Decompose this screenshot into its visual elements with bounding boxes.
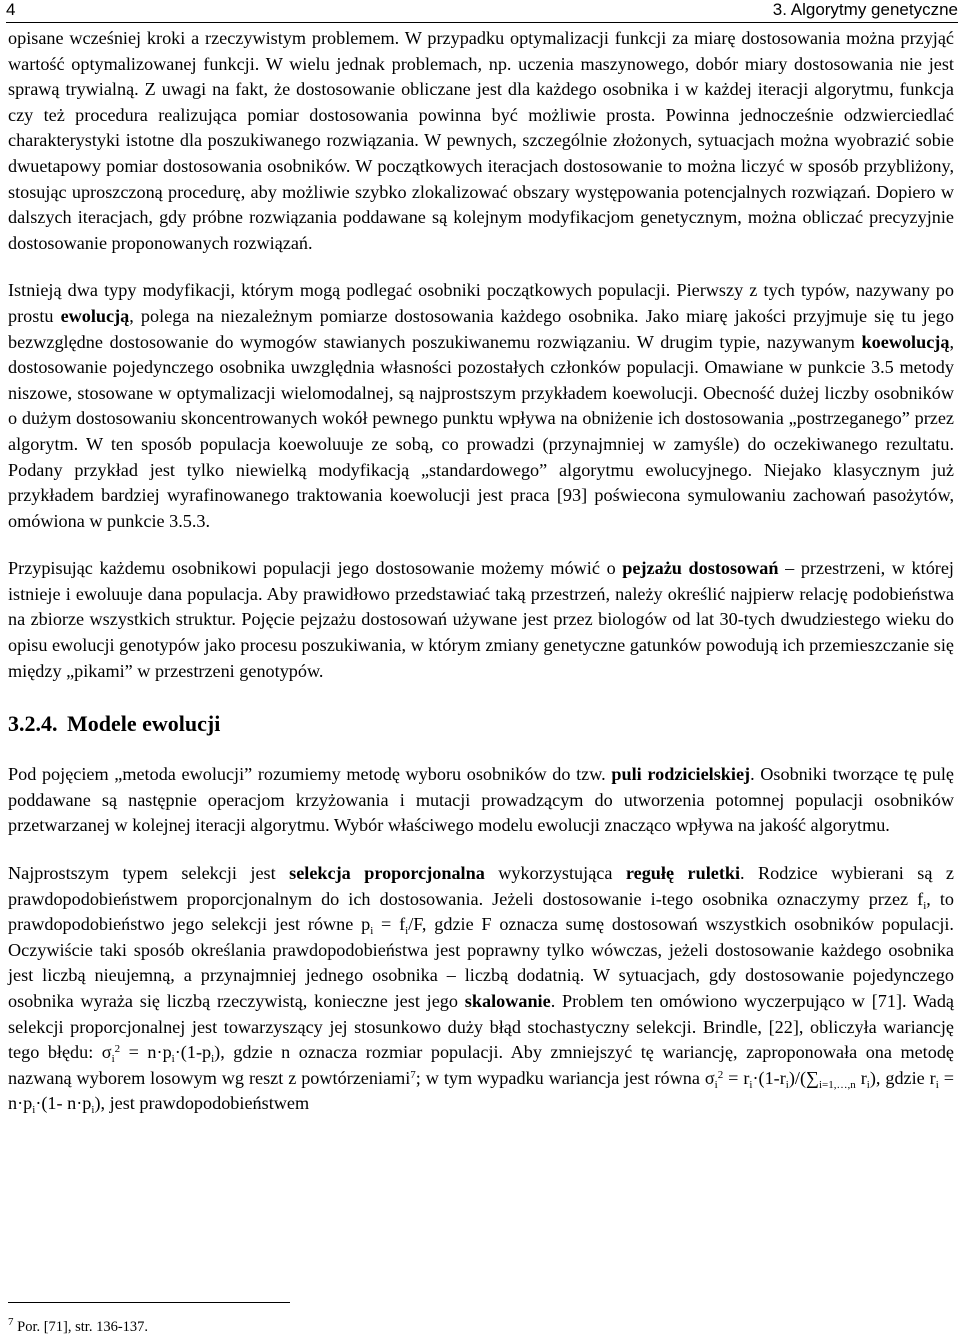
subscript-i: i <box>91 1104 95 1117</box>
subscript-i: i <box>923 899 927 912</box>
section-heading <box>8 710 954 738</box>
text-run: . Rodzice wybierani są z prawdopodobieństwem proporcjonalnym do ich dostosowania. Jeżeli dostosowanie i-tego osobnika oznaczymy przez f <box>8 863 954 909</box>
text-run: wykorzystująca <box>484 863 626 884</box>
text-run: Najprostszym typem selekcji jest <box>8 863 290 884</box>
subscript-i: i <box>171 1053 175 1066</box>
section-title: Modele ewolucji <box>67 711 221 737</box>
subscript-i: i <box>32 1104 36 1117</box>
text-run: . Osobniki tworzące tę pulę poddawane są następnie operacjom krzyżowania i mutacji prowadzącym do utworzenia potomnej populacji osobników przetwarzanej w kolejnej iteracji algorytmu. Wybór właściwego modelu ewolucji znacząco wpływa na jakość algorytmu. <box>8 764 954 836</box>
footnote-text: Por. [71], str. 136-137. <box>13 1319 149 1335</box>
superscript-2: 2 <box>114 1043 121 1056</box>
subscript-i: i <box>749 1078 753 1091</box>
body-text <box>8 26 954 1117</box>
term-skalowanie: skalowanie <box>464 991 551 1011</box>
text-run: ), gdzie n oznacza rozmiar populacji. Aby zmniejszyć tę wariancję, zaproponowała ona metodę nazwaną wyborem losowym wg reszt z powtórzeniami <box>8 1042 954 1088</box>
page-number: 4 <box>6 0 16 19</box>
subscript-i: i <box>211 1053 215 1066</box>
text-run: ·(1- n·p <box>35 1093 92 1114</box>
term-pula-rodzicielska: puli rodzicielskiej <box>611 764 751 785</box>
paragraph-text: opisane wcześniej kroki a rzeczywistym problemem. W przypadku optymalizacji funkcji za miarę dostosowania można przyjąć wartość optymalizowanej funkcji. W wielu jednak problemach, np. uczenia maszynowego, dobór miary dostosowania nie jest sprawą trywialną. Z uwagi na fakt, że dostosowanie obliczane jest dla każdego osobnika i w każdej iteracji algorytmu, funkcja czy też procedura realizująca pomiar dostosowania powinna być możliwie prosta. Powinna jednocześnie odzwierciedlać charakterystyki istotne dla poszukiwanego rozwiązania. W pewnych, szczególnie złożonych, sytuacjach można wyobrazić sobie dwuetapowy pomiar dostosowania osobników. W początkowych iteracjach dostosowanie to można liczyć w sposób przybliżony, stosując uproszczoną procedurę, aby możliwie szybko zlokalizować obszary występowania potencjalnych rozwiązań. Dopiero w dalszych iteracjach, gdy próbne rozwiązania poddawane są kolejnym modyfikacjom genetycznym, można obliczać precyzyjnie dostosowanie proponowanych rozwiązań. <box>8 28 954 253</box>
footnote-separator <box>8 1302 290 1303</box>
text-run: Istnieją dwa typy modyfikacji, którym mogą podlegać osobniki początkowych populacji. Pierwszy z tych typów, nazywany po prostu <box>8 280 954 326</box>
text-run: , to prawdopodobieństwo jego selekcji jest równe p <box>8 888 954 935</box>
text-run: ), jest prawdopodobieństwem <box>94 1093 310 1114</box>
subscript-i: i <box>405 925 409 938</box>
header-rule <box>6 22 958 23</box>
text-run: = n·p <box>8 1067 954 1114</box>
text-run: , polega na niezależnym pomiarze dostosowania każdego osobnika. Jako miarę jakości przyjmuje się tu jego bezwzględne dostosowanie do wymogów stawianych poszukiwanemu rozwiązaniu. W drugim typie, nazywanym <box>8 305 954 352</box>
term-koewolucja: koewolucją <box>861 331 950 352</box>
subscript-i: i <box>714 1078 718 1091</box>
text-run: ), gdzie r <box>869 1067 936 1088</box>
text-run: Pod pojęciem „metoda ewolucji” rozumiemy metodę wyboru osobników do tzw. <box>8 764 612 785</box>
subscript-i: i <box>111 1053 115 1066</box>
term-ewolucja: ewolucją <box>60 305 130 326</box>
superscript-2: 2 <box>717 1068 724 1081</box>
paragraph-fitness-measure <box>8 26 954 256</box>
subscript-i: i <box>370 925 374 938</box>
text-run: )/(∑ <box>788 1067 819 1088</box>
paragraph-coevolution <box>8 278 954 534</box>
text-run: /F, gdzie F oznacza sumę dostosowań wszystkich osobników populacji. Oczywiście taki sposób określania prawdopodobieństwa jest poprawny tylko wówczas, jeżeli dostosowanie każdego osobnika jest liczbą nieujemną, a przynajmniej jednego osobnika – liczbą dodatnią. W sytuacjach, gdy dostosowanie pojedynczego osobnika wyraża się liczbą rzeczywistą, konieczne jest jego <box>8 914 954 1011</box>
term-regula-ruletki: regułę ruletki <box>625 863 741 884</box>
term-pejzaz-dostosowan: pejzażu dostosowań <box>622 558 779 579</box>
paragraph-proportional-selection <box>8 861 954 1117</box>
text-run: = n·p <box>120 1042 172 1063</box>
text-run: ·(1-p <box>174 1042 212 1063</box>
text-run: ; w tym wypadku wariancja jest równa σ <box>415 1067 715 1088</box>
subscript-i: i <box>785 1078 789 1091</box>
text-run: . Problem ten omówiono wyczerpująco w [71]. Wadą selekcji proporcjonalnej jest towarzyszący jej stosunkowo duży błąd stochastyczny selekcji. Brindle, [22], obliczyła wariancję tego błędu: σ <box>8 991 954 1063</box>
sum-range-subscript: i=1,…,n <box>819 1078 856 1091</box>
footnote-mark: 7 <box>8 1316 14 1328</box>
subscript-i: i <box>935 1078 939 1091</box>
text-run: r <box>855 1067 867 1088</box>
footnote-reference[interactable]: 7 <box>410 1068 416 1081</box>
page-header <box>6 0 958 24</box>
chapter-title: 3. Algorytmy genetyczne <box>772 0 958 19</box>
section-number: 3.2.4. <box>8 711 58 737</box>
paragraph-fitness-landscape <box>8 556 954 684</box>
text-run: – przestrzeni, w której istnieje i ewoluuje dana populacja. Aby prawidłowo przedstawiać taką przestrzeń, należy określić najpierw relację podobieństwa na zbiorze wszystkich struktur. Pojęcie pejzażu dostosowań używane jest przez biologów od lat 30-tych dwudziestego wieku do opisu ewolucji genotypów jako procesu poszukiwania, w którym zmiany genetyczne gatunków powodują ich przemieszczanie się między „pikami” w przestrzeni genotypów. <box>8 558 954 681</box>
footnote <box>8 1318 148 1336</box>
text-run: ·(1-r <box>752 1067 786 1088</box>
text-run: = r <box>723 1067 750 1088</box>
text-run: Przypisując każdemu osobnikowi populacji jego dostosowanie możemy mówić o <box>8 558 623 579</box>
text-run: = f <box>373 914 406 935</box>
subscript-i: i <box>866 1078 870 1091</box>
term-selekcja-proporcjonalna: selekcja proporcjonalna <box>289 863 485 884</box>
paragraph-evolution-method <box>8 762 954 839</box>
text-run: , dostosowanie pojedynczego osobnika uwzględnia własności pozostałych członków populacji. Omawiane w punkcie 3.5 metody niszowe, stosowane w optymalizacji wielomodalnej, są najprostszym przykładem koewolucji. Obecność dużej liczby osobników o dużym dostosowaniu skoncentrowanych wokół pewnego punktu wpływa na obniżenie ich dostosowania „postrzeganego” przez algorytm. W ten sposób populacja koewoluuje ze sobą, co prowadzi (przynajmniej w zamyśle) do oczekiwanego rezultatu. Podany przykład jest tylko niewielką modyfikacją „standardowego” algorytmu ewolucyjnego. Niejako klasycznym już przykładem bardziej wyrafinowanego traktowania koewolucji jest praca [93] poświecona symulowaniu zachowań pasożytów, omówiona w punkcie 3.5.3. <box>8 331 954 531</box>
